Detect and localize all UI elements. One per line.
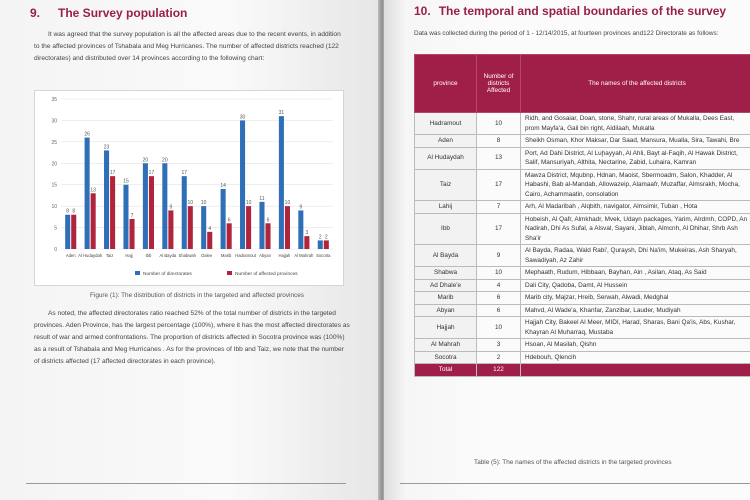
names-cell: Ridh, and Gosaiar, Doan, stone, Shahr, rural areas of Mukalla, Dees East, prom Mayfa'a, Gail bin right, Aldilaah, Mukalla xyxy=(521,113,750,135)
bar-affected xyxy=(91,193,96,249)
bar-affected xyxy=(168,210,173,249)
province-cell: Aden xyxy=(415,135,477,148)
data-label: 31 xyxy=(278,110,285,117)
count-cell: 10 xyxy=(477,267,521,280)
data-label: 7 xyxy=(130,213,134,219)
names-cell: Sheikh Osman, Khor Maksar, Dar Saad, Mansura, Mualla, Sira, Tawahi, Bre xyxy=(521,135,750,148)
x-tick-label: Al Hudaydah xyxy=(78,253,103,258)
names-cell: Hajjah City, Bakeel Al Meer, MIDI, Harad, Sharas, Bani Qa'is, Abs, Kushar, Khayran Al Muharraq, Mustaba xyxy=(521,317,750,339)
data-label: 17 xyxy=(148,170,155,177)
table-intro: Data was collected during the period of 1 - 12/14/2015, at fourteen provinces and122 Directorate as follows: xyxy=(414,30,719,37)
bar-directorates xyxy=(65,215,70,249)
names-cell: Mephaath, Rudum, Hibbaan, Bayhan, Ain , Asilan, Ataq, As Said xyxy=(521,267,750,280)
x-tick-label: Socotra xyxy=(316,253,331,258)
data-label: 11 xyxy=(259,195,265,202)
table-row xyxy=(415,201,750,214)
bar-affected xyxy=(266,223,271,249)
table-row xyxy=(415,292,750,305)
province-cell: Al Bayda xyxy=(415,245,477,267)
data-label: 8 xyxy=(66,208,70,215)
legend-swatch xyxy=(135,271,140,275)
count-cell: 2 xyxy=(477,351,521,364)
count-cell: 8 xyxy=(477,135,521,148)
names-cell: Hsoan, Al Masilah, Qishn xyxy=(521,339,750,352)
bar-directorates xyxy=(162,163,167,249)
col-count: Number of districts Affected xyxy=(477,55,521,113)
province-cell: Lahij xyxy=(415,201,477,214)
bar-directorates xyxy=(143,163,148,249)
bar-affected xyxy=(207,232,212,249)
bar-directorates xyxy=(182,176,187,249)
table-row xyxy=(415,304,750,317)
names-cell: Mahvd, Al Wade'a, Khanfar, Zanzibar, Lauder, Mudiyah xyxy=(521,304,750,317)
count-cell: 10 xyxy=(477,113,521,135)
province-cell: Socotra xyxy=(415,351,477,364)
y-tick-label: 20 xyxy=(51,161,57,168)
names-cell: Al Bayda, Radaa, Wald Rabi', Quraysh, Dhi Na'im, Mukeiras, Ash Sharyah, Sawadiyah, Az Zahir xyxy=(521,245,750,267)
province-cell: Ibb xyxy=(415,213,477,245)
bar-affected xyxy=(246,206,251,249)
section-title: The temporal and spatial boundaries of the survey xyxy=(438,4,727,18)
names-cell: Mawza District, Mqubnp, Hdnan, Maoist, Sbermoadm, Salon, Khadder, Al Habashi, Bab al-Mandab, Allowazeip, Alamaafr, Muzaffar, Almsrakh, Mocha, Cairo, Achammaatin, consolation xyxy=(521,169,750,201)
count-cell: 4 xyxy=(477,279,521,292)
data-label: 17 xyxy=(109,170,116,177)
data-label: 20 xyxy=(162,157,168,164)
bar-directorates xyxy=(318,240,323,249)
data-label: 14 xyxy=(220,183,226,189)
y-tick-label: 30 xyxy=(51,118,57,125)
total-empty xyxy=(521,364,750,377)
x-tick-label: Aden xyxy=(65,253,76,258)
y-tick-label: 0 xyxy=(54,247,57,253)
section-heading-9 xyxy=(30,6,187,20)
y-tick-label: 35 xyxy=(51,97,57,103)
table-row xyxy=(415,169,750,201)
table-row xyxy=(415,267,750,280)
bar-affected xyxy=(188,206,193,249)
table-header-row xyxy=(415,55,750,113)
province-cell: Taiz xyxy=(415,169,477,201)
table-row xyxy=(415,351,750,364)
chart-frame xyxy=(34,90,344,286)
data-label: 4 xyxy=(208,225,212,232)
bar-directorates xyxy=(298,210,303,249)
right-footer-rule xyxy=(400,483,750,484)
table-caption: Table (5): The names of the affected districts in the targeted provinces xyxy=(474,459,672,466)
bar-chart xyxy=(35,91,345,287)
data-label: 17 xyxy=(181,170,188,177)
province-cell: Ad Dhale'e xyxy=(415,279,477,292)
bar-affected xyxy=(304,236,309,249)
count-cell: 3 xyxy=(477,339,521,352)
districts-table xyxy=(414,54,750,377)
table-row xyxy=(415,213,750,245)
x-tick-label: Hadramout xyxy=(235,253,256,258)
bar-directorates xyxy=(240,120,245,249)
bar-affected xyxy=(149,176,154,249)
province-cell: Marib xyxy=(415,292,477,305)
x-tick-label: Shabwah xyxy=(178,253,197,258)
province-cell: Al Mahrah xyxy=(415,339,477,352)
x-tick-label: Taiz xyxy=(105,253,114,258)
data-label: 10 xyxy=(200,200,207,207)
bar-affected xyxy=(71,215,76,249)
x-tick-label: Al Bayda xyxy=(159,253,177,258)
data-label: 30 xyxy=(239,114,246,121)
legend-swatch xyxy=(227,271,232,275)
section-number: 10. xyxy=(414,4,431,18)
data-label: 15 xyxy=(123,178,129,185)
bar-directorates xyxy=(123,185,128,249)
legend-label: Number of affected provinces xyxy=(235,272,298,277)
table-row xyxy=(415,135,750,148)
legend-label: Number of directorates xyxy=(143,272,192,277)
x-tick-label: Ibb xyxy=(145,253,152,258)
bar-directorates xyxy=(104,150,109,249)
count-cell: 13 xyxy=(477,147,521,169)
data-label: 23 xyxy=(103,144,110,151)
province-cell: Shabwa xyxy=(415,267,477,280)
bar-directorates xyxy=(221,189,226,249)
table-row xyxy=(415,279,750,292)
table-row xyxy=(415,113,750,135)
province-cell: Hadramout xyxy=(415,113,477,135)
data-label: 10 xyxy=(245,200,252,207)
data-label: 6 xyxy=(227,217,231,224)
names-cell: Arh, Al Madaribah , Alqbith, navigator, Almsimir, Tuban , Hota xyxy=(521,201,750,214)
names-cell: Marib city, Majzar, Hreib, Serwah, Alwadi, Medghal xyxy=(521,292,750,305)
total-count: 122 xyxy=(477,364,521,377)
province-cell: Hajjah xyxy=(415,317,477,339)
x-tick-label: Marib xyxy=(220,253,232,258)
count-cell: 6 xyxy=(477,304,521,317)
data-label: 9 xyxy=(299,204,303,211)
x-tick-label: Abyan xyxy=(259,253,271,258)
x-tick-label: Hajj xyxy=(125,253,133,258)
bar-directorates xyxy=(279,116,284,249)
bar-directorates xyxy=(201,206,206,249)
x-tick-label: Al Mahrah xyxy=(294,253,314,258)
y-tick-label: 10 xyxy=(51,204,57,211)
count-cell: 9 xyxy=(477,245,521,267)
names-cell: Port, Ad Dahi District, Al Luḩayyah, Al Ahli, Bayt al-Faqih, Al Hawak District, Salif, Mansuriyah, Althita, Nectarine, Zabid, Luhaira, Kamran xyxy=(521,147,750,169)
data-label: 10 xyxy=(187,200,194,207)
bar-directorates xyxy=(259,202,264,249)
names-cell: Hdebouh, Qlencih xyxy=(521,351,750,364)
data-label: 20 xyxy=(142,157,149,164)
section-heading-10 xyxy=(414,4,726,18)
data-label: 2 xyxy=(318,234,322,241)
bar-affected xyxy=(227,223,232,249)
total-row xyxy=(415,364,750,377)
left-footer-rule xyxy=(26,483,346,484)
col-names: The names of the affected districts xyxy=(521,55,750,113)
names-cell: Hobeish, Al Qafr, Almkhadr, Mvek, Udayn packages, Yarim, Alrdmh, COPD, An Nadirah, Dhi As Sufal, a Alsval, Sayani, Jiblah, Almcnh, Al Dhihar, Shrb Ash Sha'ir xyxy=(521,213,750,245)
intro-paragraph: It was agreed that the survey population is all the affected areas due to the recent events, in addition to the affected provinces of Tshabala and Meg Hurricanes. The number of affected districts reached (122 directorates) and distributed over 14 provinces according to the following chart: xyxy=(34,31,341,62)
bar-affected xyxy=(130,219,135,249)
count-cell: 17 xyxy=(477,169,521,201)
province-cell: Abyan xyxy=(415,304,477,317)
data-label: 13 xyxy=(90,187,96,194)
table-row xyxy=(415,147,750,169)
count-cell: 6 xyxy=(477,292,521,305)
data-label: 6 xyxy=(266,217,270,224)
y-tick-label: 25 xyxy=(51,139,57,146)
x-tick-label: Hajjah xyxy=(278,253,291,258)
bar-affected xyxy=(110,176,115,249)
province-cell: Al Hudaydah xyxy=(415,147,477,169)
table-row xyxy=(415,317,750,339)
analysis-paragraph: As noted, the affected directorates ratio reached 52% of the total number of districts in the targeted provinces. Aden Province, has the largest percentage (100%), where it has the most affected directorates as result of war and armed confrontations. The proportion of districts affected in Socotra province was (100%) as a result of Tshabala and Meg Hurricanes . As for the provinces of Ibb and Taiz, we note that the number of districts affected (17 affected directorates in each province). xyxy=(34,310,350,365)
section-title: The Survey population xyxy=(58,6,188,20)
data-label: 9 xyxy=(169,204,173,211)
data-label: 10 xyxy=(284,200,291,207)
names-cell: Dali City, Qadoba, Damt, Al Hussein xyxy=(521,279,750,292)
figure-caption: Figure (1): The distribution of districts in the targeted and affected provinces xyxy=(90,292,304,299)
section-number: 9. xyxy=(30,6,41,20)
bar-affected xyxy=(285,206,290,249)
bar-directorates xyxy=(85,138,90,249)
table-row xyxy=(415,245,750,267)
data-label: 8 xyxy=(72,208,76,215)
data-label: 3 xyxy=(305,230,309,237)
y-tick-label: 5 xyxy=(54,225,57,232)
total-label: Total xyxy=(415,364,477,377)
table-row xyxy=(415,339,750,352)
y-tick-label: 15 xyxy=(51,182,57,189)
bar-affected xyxy=(324,240,329,249)
data-label: 2 xyxy=(324,234,328,241)
x-tick-label: Dalee xyxy=(201,253,213,258)
count-cell: 10 xyxy=(477,317,521,339)
data-label: 26 xyxy=(84,131,90,138)
count-cell: 17 xyxy=(477,213,521,245)
count-cell: 7 xyxy=(477,201,521,214)
col-province: province xyxy=(415,55,477,113)
